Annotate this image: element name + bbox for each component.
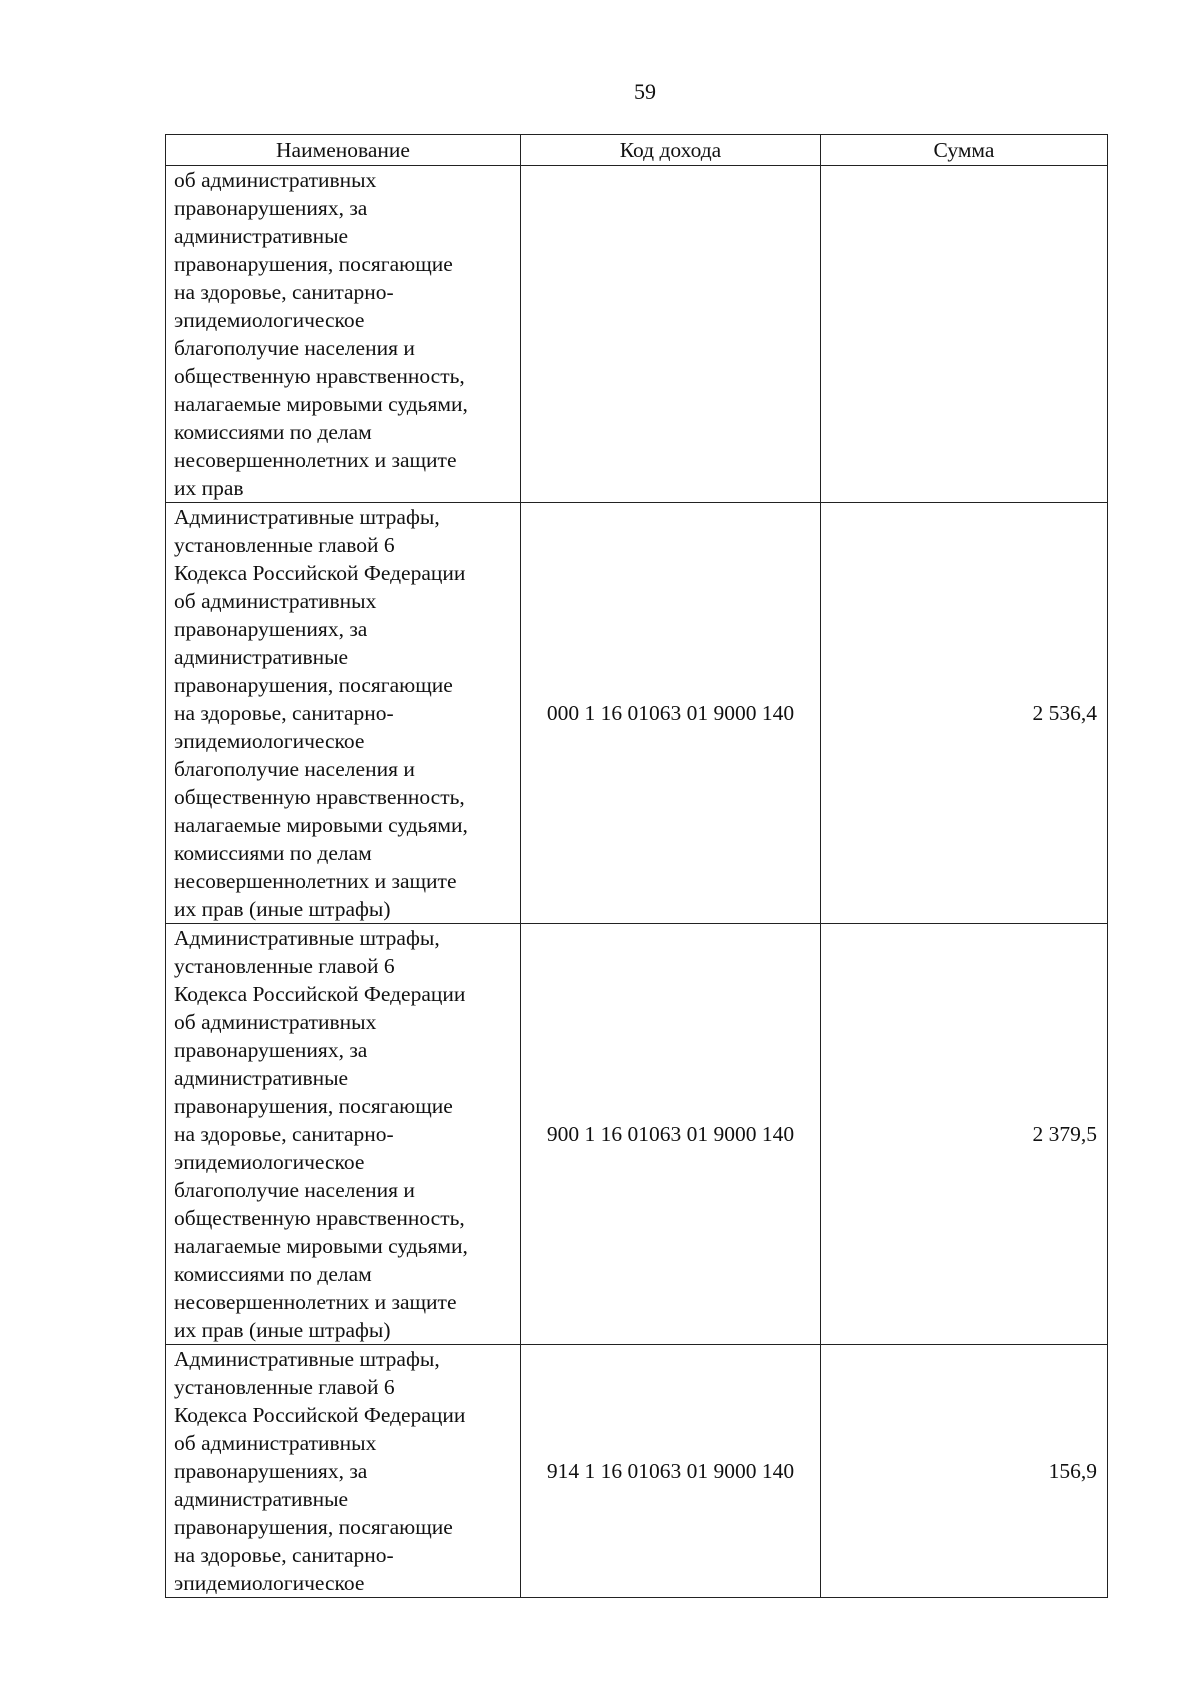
row-name: Административные штрафы, установленные главой 6 Кодекса Российской Федерации об административных правонарушениях, за административные правонарушения, посягающие на здоровье, санитарно- эпидемиологическое благополучие населения и общественную нравственность, налагаемые мировыми судьями, комиссиями по делам несовершеннолетних и защите их прав (иные штрафы)	[166, 503, 521, 924]
row-name: об административных правонарушениях, за административные правонарушения, посягающие на здоровье, санитарно- эпидемиологическое благополучие населения и общественную нравственность, налагаемые мировыми судьями, комиссиями по делам несовершеннолетних и защите их прав	[166, 166, 521, 503]
table-row	[166, 503, 1108, 924]
row-sum: 2 536,4	[821, 503, 1108, 924]
header-name: Наименование	[166, 135, 521, 166]
row-sum	[821, 166, 1108, 503]
row-sum: 2 379,5	[821, 924, 1108, 1345]
row-code: 900 1 16 01063 01 9000 140	[521, 924, 821, 1345]
table-row	[166, 166, 1108, 503]
row-name: Административные штрафы, установленные главой 6 Кодекса Российской Федерации об административных правонарушениях, за административные правонарушения, посягающие на здоровье, санитарно- эпидемиологическое благополучие населения и общественную нравственность, налагаемые мировыми судьями, комиссиями по делам несовершеннолетних и защите их прав (иные штрафы)	[166, 924, 521, 1345]
revenue-table	[165, 134, 1108, 1598]
table-row	[166, 1345, 1108, 1598]
table-row	[166, 924, 1108, 1345]
header-sum: Сумма	[821, 135, 1108, 166]
row-code: 000 1 16 01063 01 9000 140	[521, 503, 821, 924]
row-name: Административные штрафы, установленные главой 6 Кодекса Российской Федерации об административных правонарушениях, за административные правонарушения, посягающие на здоровье, санитарно- эпидемиологическое	[166, 1345, 521, 1598]
row-sum: 156,9	[821, 1345, 1108, 1598]
header-code: Код дохода	[521, 135, 821, 166]
row-code: 914 1 16 01063 01 9000 140	[521, 1345, 821, 1598]
page-number: 59	[634, 79, 656, 104]
row-code	[521, 166, 821, 503]
table-header-row	[166, 135, 1108, 166]
